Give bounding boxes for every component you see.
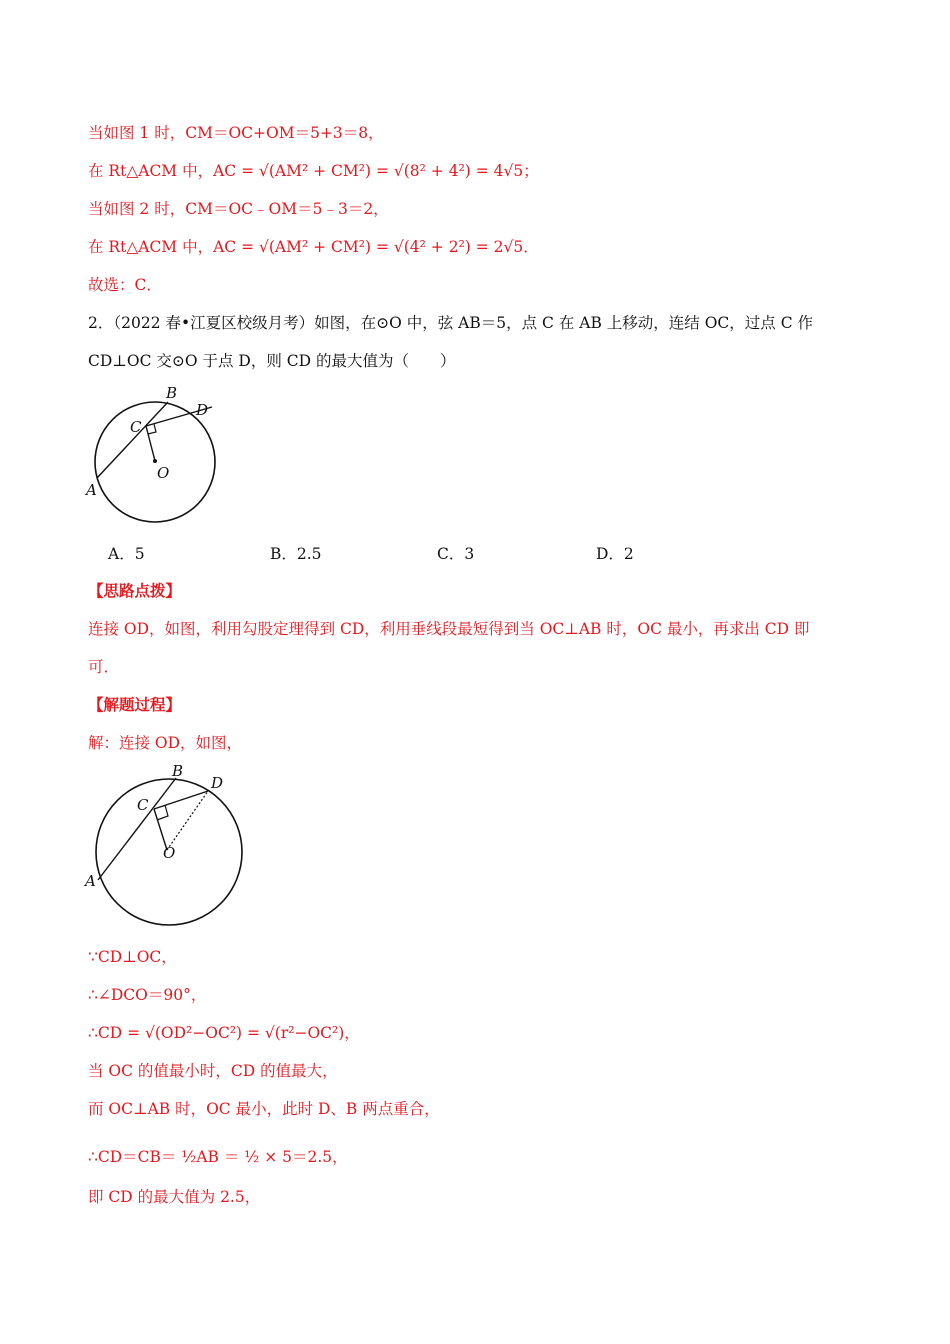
process-step3: ∴CD = √(OD²−OC²) = √(r²−OC²)， [88, 1024, 360, 1042]
label-d-2: D [211, 774, 224, 792]
label-b: B [166, 384, 178, 402]
option-b: B．2.5 [270, 545, 322, 563]
question-line1: 2．（2022 春•江夏区校级月考）如图，在⊙O 中，弦 AB＝5，点 C 在 AB 上移动，连结 OC，过点 C 作 [88, 314, 813, 332]
hint-line2: 可． [88, 658, 120, 676]
segment-oc [146, 426, 155, 461]
question-line2: CD⊥OC 交⊙O 于点 D，则 CD 的最大值为（ ） [88, 352, 456, 370]
process-step4: 当 OC 的值最小时，CD 的值最大， [88, 1062, 338, 1080]
segment-od-dotted [167, 791, 208, 850]
question-figure [80, 382, 230, 532]
option-d: D．2 [596, 545, 634, 563]
solution-case1: 当如图 1 时，CM＝OC+OM＝5+3＝8， [88, 124, 384, 142]
solution-answer: 故选：C． [88, 276, 162, 294]
label-a: A [86, 481, 97, 499]
label-a-2: A [85, 872, 96, 890]
process-intro: 解：连接 OD，如图， [88, 734, 243, 752]
point-o [153, 459, 157, 463]
process-step7: 即 CD 的最大值为 2.5， [88, 1188, 261, 1206]
label-b-2: B [172, 762, 184, 780]
process-step5: 而 OC⊥AB 时，OC 最小，此时 D、B 两点重合， [88, 1100, 440, 1118]
segment-cd-2 [154, 791, 208, 809]
process-step2: ∴∠DCO＝90°， [88, 986, 207, 1004]
process-step6: ∴CD＝CB＝ ½AB ＝ ½ × 5＝2.5， [88, 1148, 348, 1166]
solution-case2: 当如图 2 时，CM＝OC﹣OM＝5﹣3＝2， [88, 200, 389, 218]
option-a: A．5 [108, 545, 145, 563]
process-step1: ∵CD⊥OC， [88, 948, 177, 966]
process-title: 【解题过程】 [88, 695, 182, 714]
solution-figure [80, 760, 245, 930]
label-c-2: C [137, 796, 149, 814]
solution-rt1: 在 Rt△ACM 中，AC = √(AM² + CM²) = √(8² + 4²) = 4√5； [88, 162, 539, 180]
label-d: D [196, 401, 209, 419]
option-c: C．3 [437, 545, 475, 563]
label-o-2: O [163, 844, 176, 862]
hint-title: 【思路点拨】 [88, 581, 182, 600]
label-o: O [157, 464, 170, 482]
hint-line1: 连接 OD，如图，利用勾股定理得到 CD，利用垂线段最短得到当 OC⊥AB 时，OC 最小，再求出 CD 即 [88, 620, 810, 638]
solution-rt2: 在 Rt△ACM 中，AC = √(AM² + CM²) = √(4² + 2²) = 2√5． [88, 238, 539, 256]
chord-ab-2 [98, 778, 176, 880]
label-c: C [130, 418, 142, 436]
